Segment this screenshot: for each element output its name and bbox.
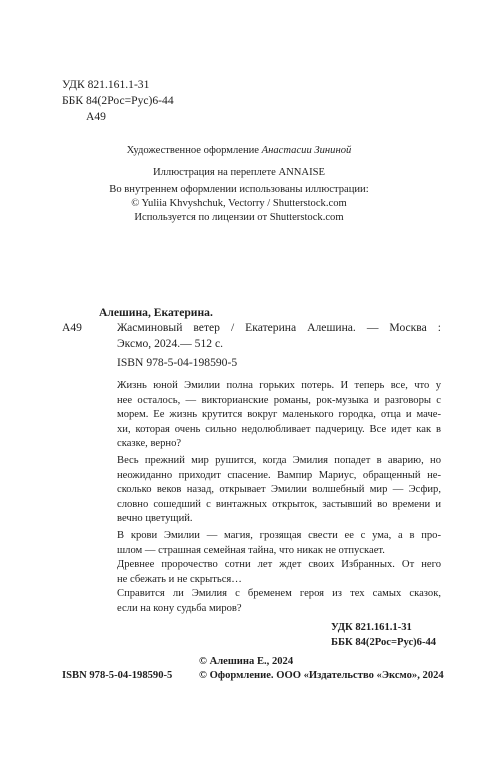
annotation-line: Древнее пророчество сотни лет ждет своих Избранных. От него: [117, 559, 441, 570]
inner-illustration-sources: © Yuliia Khvyshchuk, Vectorry / Shutterstock.com: [131, 198, 347, 209]
annotation-line: Весь прежний мир рушится, когда Эмилия попадет в аварию, но: [117, 455, 441, 466]
author-mark: А49: [86, 110, 106, 123]
annotation-paragraph-1: [117, 379, 441, 452]
annotation-paragraph-4: [117, 558, 441, 587]
annotation-line: неожиданно приходит спасение. Вампир Мариус, обращенный не-: [117, 469, 441, 481]
annotation-paragraph-2: [117, 454, 441, 527]
annotation-line: Жизнь юной Эмилии полна горьких потерь. И теперь все, что у: [117, 380, 441, 391]
annotation-line: вечно цветущий.: [117, 513, 193, 525]
footer-bbk-code: ББК 84(2Рос=Рус)6-44: [331, 637, 437, 648]
catalog-author: Алешина, Екатерина.: [99, 306, 213, 319]
design-credit: [0, 144, 478, 158]
design-credit-prefix: Художественное оформление: [126, 145, 262, 156]
annotation-paragraph-5: [117, 587, 441, 616]
footer-udk-code: УДК 821.161.1-31: [331, 622, 412, 633]
annotation-line: Справится ли Эмилия с бременем героя из тех самых сказок,: [117, 588, 441, 599]
design-copyright: © Оформление. ООО «Издательство «Эксмо», 2024: [199, 670, 444, 681]
annotation-line: сколько веков назад, открывает Эмилии волшебный мир — Эсфир,: [117, 484, 441, 496]
annotation-line: не сбежать и не скрыться…: [117, 573, 242, 585]
designer-name: Анастасии Зининой: [261, 145, 352, 156]
annotation-line: словно сошедший с винтажных открыток, застывший во времени и: [117, 498, 441, 510]
footer-isbn: ISBN 978-5-04-198590-5: [62, 670, 173, 681]
annotation-line: В крови Эмилии — магия, грозящая свести ее с ума, а в про-: [117, 530, 441, 541]
annotation-line: нее осталось, — викторианские романы, рок-музыка и разговоры с: [117, 394, 441, 406]
cover-illustration-credit: Иллюстрация на переплете ANNAISE: [153, 167, 325, 178]
bbk-code: ББК 84(2Рос=Рус)6-44: [62, 94, 174, 107]
author-copyright: © Алешина Е., 2024: [199, 656, 294, 667]
annotation-paragraph-3: [117, 529, 441, 558]
catalog-title-line1: Жасминовый ветер / Екатерина Алешина. — Москва :: [117, 321, 441, 334]
catalog-isbn: ISBN 978-5-04-198590-5: [117, 356, 238, 369]
inner-illustration-intro: Во внутреннем оформлении использованы иллюстрации:: [109, 184, 369, 195]
catalog-title-line2: Эксмо, 2024.— 512 с.: [117, 337, 223, 350]
license-note: Используется по лицензии от Shutterstock.com: [134, 212, 344, 223]
annotation-line: сказке, верно?: [117, 438, 182, 450]
annotation-line: если на кону судьба миров?: [117, 602, 242, 614]
catalog-mark: А49: [62, 321, 82, 334]
udk-code: УДК 821.161.1-31: [62, 78, 150, 91]
annotation-line: морем. Ее жизнь крутится вокруг маленького городка, отца и маче-: [117, 409, 441, 421]
annotation-line: хи, которая очень сильно недолюбливает падчерицу. Все идет как в: [117, 423, 441, 435]
annotation-line: шлом — страшная семейная тайна, что никак не отпускает.: [117, 544, 385, 556]
